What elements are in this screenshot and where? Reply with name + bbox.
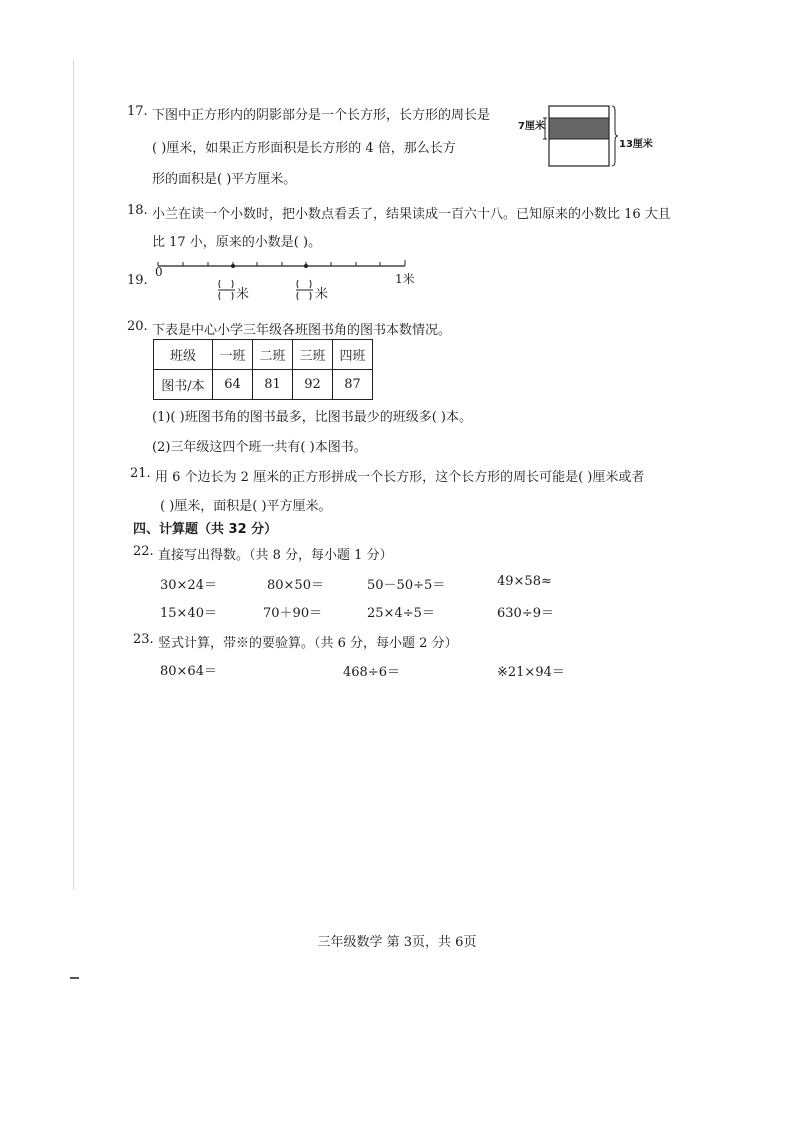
table-row <box>154 370 373 400</box>
q22-intro: 直接写出得数。（共 8 分，每小题 1 分） <box>158 548 393 563</box>
q22-item: 70＋90＝ <box>263 606 323 621</box>
table-cell: 92 <box>293 370 333 400</box>
table-header-cell: 四班 <box>333 340 373 370</box>
q20-sub-1: (1)( )班图书角的图书最多，比图书最少的班级多( )本。 <box>152 410 472 425</box>
q19-end-label: 1米 <box>395 272 415 286</box>
section-4-title: 四、计算题（共 32 分） <box>133 522 278 537</box>
q20-number: 20. <box>127 319 148 334</box>
page-footer: 三年级数学 第 3页，共 6页 <box>317 935 477 950</box>
q21-number: 21. <box>130 466 151 481</box>
q17-line-2: ( )厘米，如果正方形面积是长方形的 4 倍，那么长方 <box>152 141 456 156</box>
q21-line-2: ( )厘米，面积是( )平方厘米。 <box>160 499 332 514</box>
q23-intro: 竖式计算，带※的要验算。（共 6 分，每小题 2 分） <box>158 636 458 651</box>
q22-item: 80×50＝ <box>267 578 324 593</box>
table-cell: 64 <box>213 370 253 400</box>
q22-item: 630÷9＝ <box>497 606 554 621</box>
q23-item: ※21×94＝ <box>497 665 565 680</box>
q22-item: 15×40＝ <box>160 606 217 621</box>
q20-sub-2: (2)三年级这四个班一共有( )本图书。 <box>152 440 367 455</box>
q21-line-1: 用 6 个边长为 2 厘米的正方形拼成一个长方形，这个长方形的周长可能是( )厘米或者 <box>155 470 645 485</box>
table-cell: 87 <box>333 370 373 400</box>
q19-number-line <box>150 255 420 305</box>
table-header-cell: 二班 <box>253 340 293 370</box>
q17-line-3: 形的面积是( )平方厘米。 <box>152 172 297 187</box>
table-header-cell: 一班 <box>213 340 253 370</box>
q22-item: 49×58≈ <box>497 574 552 589</box>
q22-item: 25×4÷5＝ <box>367 606 435 621</box>
table-header-cell: 班级 <box>154 340 213 370</box>
q23-item: 80×64＝ <box>160 664 217 679</box>
q18-number: 18. <box>127 203 148 218</box>
q18-line-2: 比 17 小，原来的小数是( )。 <box>152 235 322 250</box>
q20-intro: 下表是中心小学三年级各班图书角的图书本数情况。 <box>152 323 452 338</box>
margin-mark <box>70 977 79 979</box>
q17-line-1: 下图中正方形内的阴影部分是一个长方形，长方形的周长是 <box>152 108 491 123</box>
q17-label-7cm: 7厘米 <box>518 121 545 132</box>
table-header-cell: 三班 <box>293 340 333 370</box>
left-margin-line <box>73 60 74 890</box>
q23-number: 23. <box>133 632 154 647</box>
q17-square-figure <box>518 101 658 171</box>
table-cell: 81 <box>253 370 293 400</box>
q22-number: 22. <box>133 544 154 559</box>
q17-number: 17. <box>127 104 148 119</box>
q19-number: 19. <box>127 273 148 288</box>
table-cell: 图书/本 <box>154 370 213 400</box>
q18-line-1: 小兰在读一个小数时，把小数点看丢了，结果读成一百六十八。已知原来的小数比 16 大且 <box>152 207 671 222</box>
q19-unit-1: 米 <box>236 287 250 302</box>
q23-item: 468÷6＝ <box>343 665 400 680</box>
q22-item: 30×24＝ <box>160 578 217 593</box>
table-header-row <box>154 340 373 370</box>
q17-label-13cm: 13厘米 <box>619 139 653 150</box>
books-table <box>153 339 373 400</box>
q22-item: 50－50÷5＝ <box>367 578 446 593</box>
q19-start-label: 0 <box>155 265 163 279</box>
q19-unit-2: 米 <box>315 287 329 302</box>
